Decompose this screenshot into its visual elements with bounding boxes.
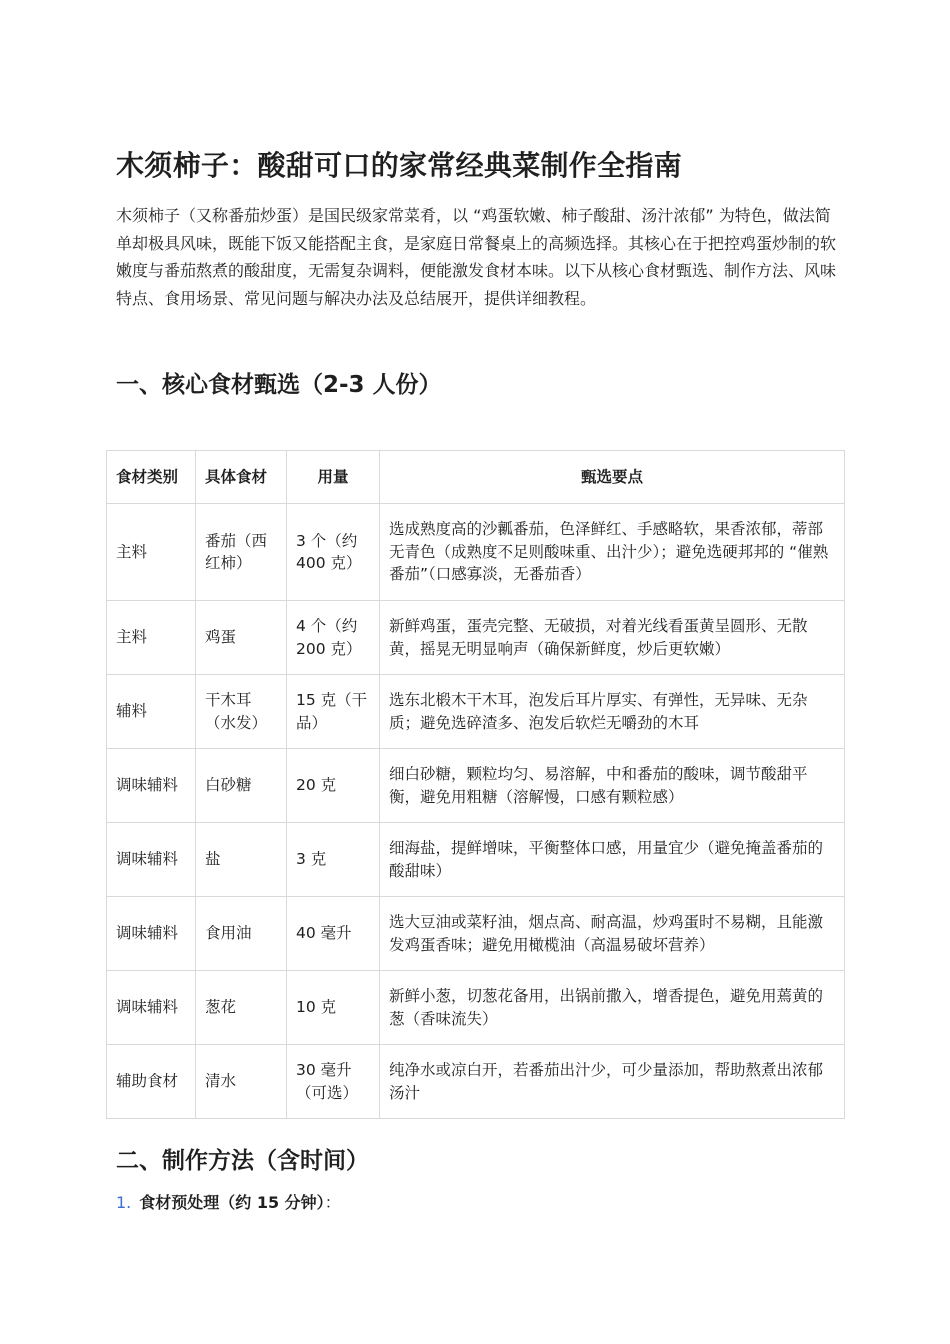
page-title: 木须柿子：酸甜可口的家常经典菜制作全指南 — [116, 149, 683, 182]
table-header-row — [107, 451, 845, 504]
table-cell-ingredient: 食用油 — [196, 897, 287, 971]
table-cell-amount: 4 个（约 200 克） — [287, 601, 380, 675]
table-header-selection-tips: 甄选要点 — [380, 451, 845, 504]
table-row — [107, 749, 845, 823]
table-row — [107, 504, 845, 601]
table-cell-tips: 纯净水或凉白开，若番茄出汁少，可少量添加，帮助熬煮出浓郁汤汁 — [380, 1045, 845, 1119]
table-row — [107, 971, 845, 1045]
table-cell-ingredient: 鸡蛋 — [196, 601, 287, 675]
table-cell-category: 调味辅料 — [107, 749, 196, 823]
table-cell-ingredient: 白砂糖 — [196, 749, 287, 823]
table-cell-category: 调味辅料 — [107, 897, 196, 971]
table-row — [107, 675, 845, 749]
table-cell-tips: 选东北椴木干木耳，泡发后耳片厚实、有弹性，无异味、无杂质；避免选碎渣多、泡发后软烂无嚼劲的木耳 — [380, 675, 845, 749]
table-cell-amount: 15 克（干品） — [287, 675, 380, 749]
table-cell-category: 调味辅料 — [107, 823, 196, 897]
table-cell-category: 主料 — [107, 504, 196, 601]
table-cell-amount: 3 个（约 400 克） — [287, 504, 380, 601]
table-cell-tips: 新鲜小葱，切葱花备用，出锅前撒入，增香提色，避免用蔫黄的葱（香味流失） — [380, 971, 845, 1045]
table-cell-amount: 3 克 — [287, 823, 380, 897]
table-cell-tips: 选成熟度高的沙瓤番茄，色泽鲜红、手感略软，果香浓郁，蒂部无青色（成熟度不足则酸味重、出汁少）；避免选硬邦邦的 “催熟番茄”（口感寡淡，无番茄香） — [380, 504, 845, 601]
table-cell-amount: 40 毫升 — [287, 897, 380, 971]
list-item — [116, 1190, 341, 1216]
table-cell-tips: 细白砂糖，颗粒均匀、易溶解，中和番茄的酸味，调节酸甜平衡，避免用粗糖（溶解慢，口感有颗粒感） — [380, 749, 845, 823]
list-item-text: 食材预处理（约 15 分钟） — [139, 1193, 325, 1212]
table-cell-tips: 细海盐，提鲜增味，平衡整体口感，用量宜少（避免掩盖番茄的酸甜味） — [380, 823, 845, 897]
table-cell-tips: 新鲜鸡蛋，蛋壳完整、无破损，对着光线看蛋黄呈圆形、无散黄，摇晃无明显响声（确保新鲜度，炒后更软嫩） — [380, 601, 845, 675]
table-cell-category: 辅料 — [107, 675, 196, 749]
table-row — [107, 897, 845, 971]
table-cell-amount: 10 克 — [287, 971, 380, 1045]
table-cell-ingredient: 盐 — [196, 823, 287, 897]
table-row — [107, 823, 845, 897]
ingredients-table — [106, 450, 845, 1119]
table-cell-category: 调味辅料 — [107, 971, 196, 1045]
table-header-amount: 用量 — [287, 451, 380, 504]
table-cell-amount: 30 毫升（可选） — [287, 1045, 380, 1119]
table-cell-ingredient: 葱花 — [196, 971, 287, 1045]
section-heading-method: 二、制作方法（含时间） — [116, 1148, 369, 1174]
table-row — [107, 601, 845, 675]
table-cell-tips: 选大豆油或菜籽油，烟点高、耐高温，炒鸡蛋时不易糊，且能激发鸡蛋香味；避免用橄榄油（高温易破坏营养） — [380, 897, 845, 971]
table-cell-ingredient: 清水 — [196, 1045, 287, 1119]
table-cell-category: 辅助食材 — [107, 1045, 196, 1119]
table-cell-category: 主料 — [107, 601, 196, 675]
list-item-suffix: ： — [324, 1193, 341, 1212]
table-row — [107, 1045, 845, 1119]
table-header-ingredient: 具体食材 — [196, 451, 287, 504]
intro-paragraph: 木须柿子（又称番茄炒蛋）是国民级家常菜肴，以 “鸡蛋软嫩、柿子酸甜、汤汁浓郁” 为特色，做法简单却极具风味，既能下饭又能搭配主食，是家庭日常餐桌上的高频选择。其核心在于把控鸡蛋炒制的软嫩度与番茄熬煮的酸甜度，无需复杂调料，便能激发食材本味。以下从核心食材甄选、制作方法、风味特点、食用场景、常见问题与解决办法及总结展开，提供详细教程。 — [116, 206, 837, 308]
table-header-category: 食材类别 — [107, 451, 196, 504]
table-cell-ingredient: 番茄（西红柿） — [196, 504, 287, 601]
list-item-number: 1. — [116, 1193, 132, 1212]
table-cell-amount: 20 克 — [287, 749, 380, 823]
section-heading-ingredients: 一、核心食材甄选（2-3 人份） — [116, 372, 442, 398]
table-cell-ingredient: 干木耳（水发） — [196, 675, 287, 749]
